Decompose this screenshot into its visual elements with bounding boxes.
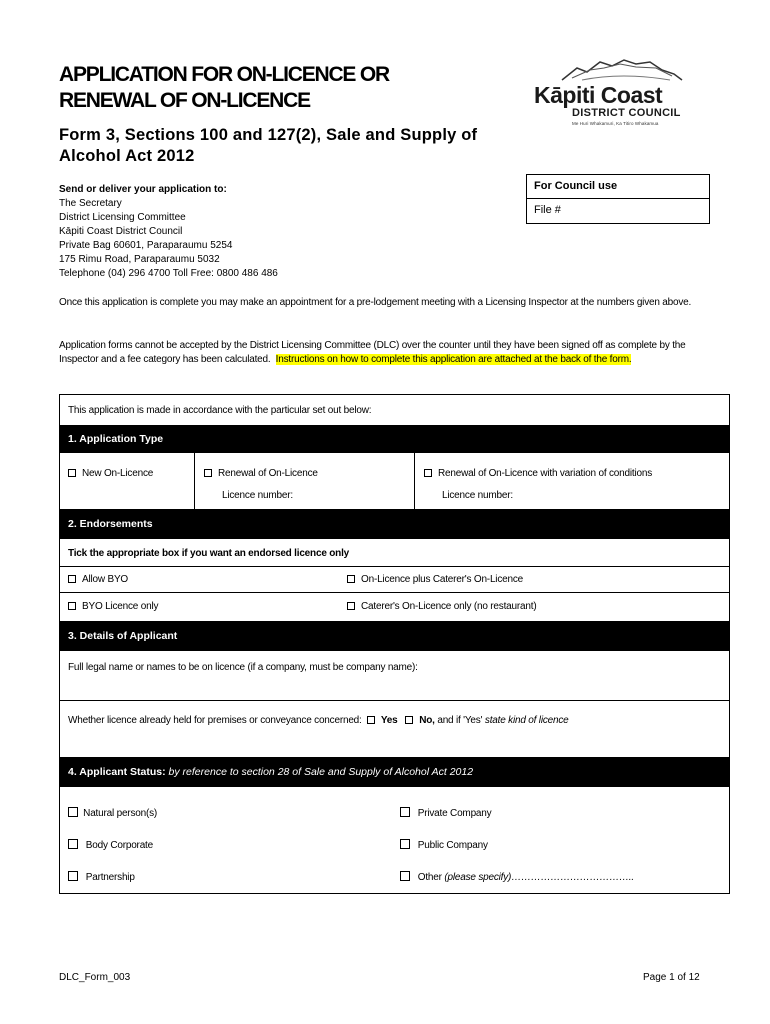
body-corporate-option[interactable]: Body Corporate bbox=[68, 839, 153, 851]
caterers-plus-option[interactable]: On-Licence plus Caterer's On-Licence bbox=[347, 574, 523, 585]
send-address bbox=[59, 183, 278, 281]
checkbox[interactable] bbox=[68, 839, 78, 849]
checkbox[interactable] bbox=[204, 469, 212, 477]
page-number: Page 1 of 12 bbox=[643, 972, 700, 983]
council-logo bbox=[532, 58, 692, 138]
address-line: The Secretary bbox=[59, 198, 122, 209]
send-heading: Send or deliver your application to: bbox=[59, 184, 227, 195]
endorsement-instruction: Tick the appropriate box if you want an endorsed licence only bbox=[68, 548, 350, 559]
acceptance-paragraph: Application forms cannot be accepted by the District Licensing Committee (DLC) over the counter until they have been signed off as complete by the Inspector and a fee category has been calculated. Instructions on how to complete this application are attached at the back of the form. bbox=[59, 340, 686, 365]
divider bbox=[60, 592, 729, 593]
council-use-box bbox=[526, 174, 710, 224]
variation-licence-number-label: Licence number: bbox=[442, 490, 513, 501]
checkbox[interactable] bbox=[400, 807, 410, 817]
checkbox[interactable] bbox=[68, 575, 76, 583]
checkbox[interactable] bbox=[400, 839, 410, 849]
natural-persons-option[interactable]: Natural person(s) bbox=[68, 807, 157, 819]
section-2-header: 2. Endorsements bbox=[60, 509, 729, 539]
caterers-only-option[interactable]: Caterer's On-Licence only (no restaurant) bbox=[347, 601, 536, 612]
new-on-licence-option[interactable]: New On-Licence bbox=[68, 468, 153, 479]
instructions-highlight: Instructions on how to complete this application are attached at the back of the form. bbox=[275, 354, 632, 365]
divider bbox=[60, 700, 729, 701]
checkbox[interactable] bbox=[68, 871, 78, 881]
checkbox[interactable] bbox=[400, 871, 410, 881]
other-option[interactable]: Other (please specify)……………………………….. bbox=[400, 871, 634, 883]
checkbox[interactable] bbox=[347, 575, 355, 583]
logo-sub-text: DISTRICT COUNCIL bbox=[572, 107, 681, 119]
address-line: Telephone (04) 296 4700 Toll Free: 0800 486 486 bbox=[59, 268, 278, 279]
page-title: APPLICATION FOR ON-LICENCE OR RENEWAL OF ON-LICENCE bbox=[59, 63, 389, 112]
form-subtitle: Form 3, Sections 100 and 127(2), Sale and Supply of Alcohol Act 2012 bbox=[59, 126, 478, 165]
allow-byo-option[interactable]: Allow BYO bbox=[68, 574, 128, 585]
divider bbox=[194, 453, 195, 509]
council-use-heading: For Council use bbox=[527, 175, 709, 199]
byo-only-option[interactable]: BYO Licence only bbox=[68, 601, 158, 612]
form-intro: This application is made in accordance with the particular set out below: bbox=[68, 405, 372, 416]
address-line: 175 Rimu Road, Paraparaumu 5032 bbox=[59, 254, 220, 265]
yes-checkbox[interactable] bbox=[367, 716, 375, 724]
application-form bbox=[59, 394, 730, 894]
file-number-field[interactable]: File # bbox=[534, 204, 561, 216]
intro-paragraph: Once this application is complete you may make an appointment for a pre-lodgement meeting with a Licensing Inspector at the numbers given above. bbox=[59, 297, 692, 308]
checkbox[interactable] bbox=[68, 469, 76, 477]
renewal-licence-number-label: Licence number: bbox=[222, 490, 293, 501]
renewal-variation-option[interactable]: Renewal of On-Licence with variation of conditions bbox=[424, 468, 652, 479]
full-legal-name-field[interactable]: Full legal name or names to be on licence (if a company, must be company name): bbox=[68, 662, 418, 673]
address-line: Private Bag 60601, Paraparaumu 5254 bbox=[59, 240, 233, 251]
divider bbox=[60, 566, 729, 567]
licence-held-question: Whether licence already held for premises or conveyance concerned: Yes No, and if 'Yes' state kind of licence bbox=[68, 715, 569, 726]
logo-main-text: Kāpiti Coast bbox=[534, 82, 663, 108]
divider bbox=[414, 453, 415, 509]
section-4-header: 4. Applicant Status: by reference to section 28 of Sale and Supply of Alcohol Act 2012 bbox=[60, 757, 729, 787]
renewal-option[interactable]: Renewal of On-Licence bbox=[204, 468, 318, 479]
public-company-option[interactable]: Public Company bbox=[400, 839, 488, 851]
checkbox[interactable] bbox=[347, 602, 355, 610]
address-line: Kāpiti Coast District Council bbox=[59, 226, 183, 237]
checkbox[interactable] bbox=[68, 602, 76, 610]
section-1-header: 1. Application Type bbox=[60, 425, 729, 453]
partnership-option[interactable]: Partnership bbox=[68, 871, 135, 883]
checkbox[interactable] bbox=[424, 469, 432, 477]
logo-tagline: Me Huri Whakamuri, Ka Titiro Whakamua bbox=[572, 121, 659, 126]
private-company-option[interactable]: Private Company bbox=[400, 807, 491, 819]
no-checkbox[interactable] bbox=[405, 716, 413, 724]
section-3-header: 3. Details of Applicant bbox=[60, 621, 729, 651]
mountain-logo-icon bbox=[532, 58, 692, 84]
checkbox[interactable] bbox=[68, 807, 78, 817]
address-line: District Licensing Committee bbox=[59, 212, 186, 223]
form-code: DLC_Form_003 bbox=[59, 972, 131, 983]
